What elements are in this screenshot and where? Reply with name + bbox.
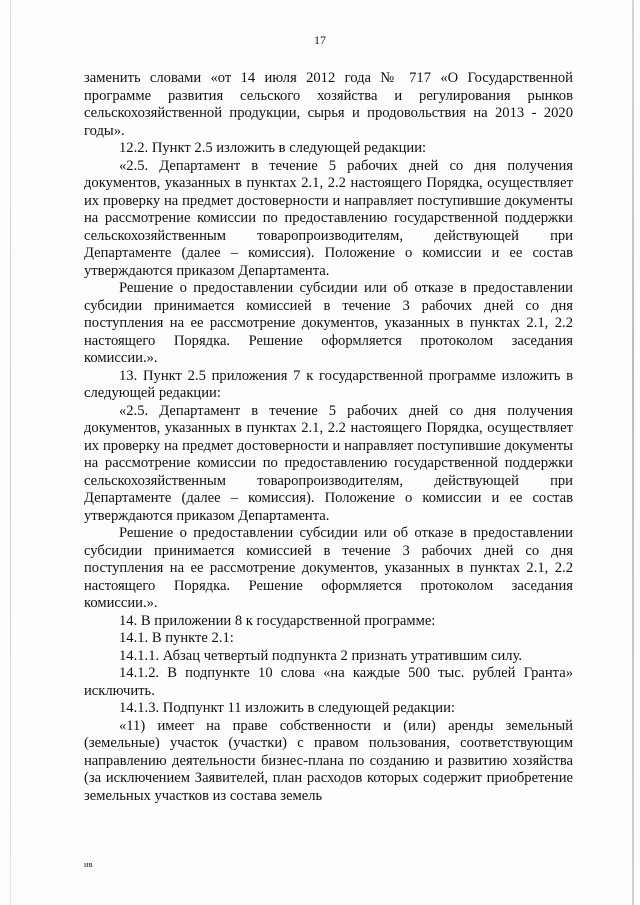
- paragraph: 14.1.1. Абзац четвертый подпункта 2 признать утратившим силу.: [119, 647, 523, 664]
- paragraph: Решение о предоставлении субсидии или об отказе в предоставлении субсидии принимается комиссией в течение 3 рабочих дней со дня поступления на ее рассмотрение документов, указанных в пунктах 2.1, 2.2 настоящего Порядка. Решение оформляется протоколом заседания комиссии.».: [84, 525, 573, 611]
- scan-edge-right: [632, 0, 634, 905]
- paragraph: 14. В приложении 8 к государственной программе:: [119, 612, 436, 629]
- document-body: [84, 70, 573, 805]
- paragraph: «2.5. Департамент в течение 5 рабочих дней со дня получения документов, указанных в пунктах 2.1, 2.2 настоящего Порядка, осуществляет их проверку на предмет достоверности и направляет поступившие документы на рассмотрение комиссии по предоставлению государственной поддержки сельскохозяйственным товаропроизводителям, действующей при Департаменте (далее – комиссия). Положение о комиссии и ее состав утверждаются приказом Департамента.: [84, 157, 573, 279]
- page-number: 17: [314, 33, 326, 47]
- paragraph: заменить словами «от 14 июля 2012 года № 717 «О Государственной программе развития сельского хозяйства и регулирования рынков сельскохозяйственной продукции, сырья и продовольствия на 2013 - 2020 годы».: [84, 70, 573, 139]
- paragraph: «2.5. Департамент в течение 5 рабочих дней со дня получения документов, указанных в пунктах 2.1, 2.2 настоящего Порядка, осуществляет их проверку на предмет достоверности и направляет поступившие документы на рассмотрение комиссии по предоставлению государственной поддержки сельскохозяйственным товаропроизводителям, действующей при Департаменте (далее – комиссия). Положение о комиссии и ее состав утверждаются приказом Департамента.: [84, 402, 573, 524]
- paragraph: 12.2. Пункт 2.5 изложить в следующей редакции:: [119, 140, 427, 156]
- paragraph: 14.1.3. Подпункт 11 изложить в следующей редакции:: [119, 700, 455, 716]
- footer-stamp: ив: [84, 860, 94, 869]
- paragraph: Решение о предоставлении субсидии или об отказе в предоставлении субсидии принимается комиссией в течение 3 рабочих дней со дня поступления на ее рассмотрение документов, указанных в пунктах 2.1, 2.2 настоящего Порядка. Решение оформляется протоколом заседания комиссии.».: [84, 280, 573, 366]
- paragraph: «11) имеет на праве собственности и (или) аренды земельный (земельные) участок (участки) с правом пользования, соответствующим направлению деятельности бизнес-плана по созданию и развитию хозяйства (за исключением Заявителей, план расходов которых содержит приобретение земельных участков из состава земель: [84, 717, 573, 804]
- scan-edge-left: [10, 0, 11, 905]
- paragraph: 14.1.2. В подпункте 10 слова «на каждые 500 тыс. рублей Гранта» исключить.: [84, 665, 573, 699]
- paragraph: 14.1. В пункте 2.1:: [119, 630, 234, 646]
- paragraph: 13. Пункт 2.5 приложения 7 к государственной программе изложить в следующей редакции:: [84, 367, 573, 401]
